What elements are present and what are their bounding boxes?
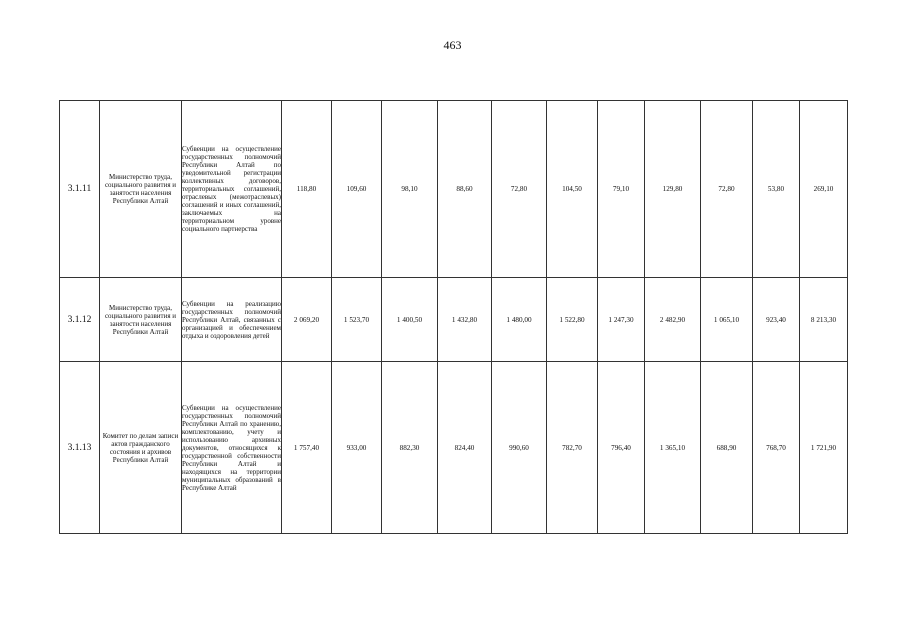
row-code: 3.1.13 [60, 362, 100, 534]
value-cell: 1 757,40 [282, 362, 332, 534]
description-cell: Субвенции на осуществление государственных полномочий Республики Алтай по уведомительной регистрации коллективных договоров, территориальных соглашений, отраслевых (межотраслевых) соглашений и иных соглашений, заключаемых на территориальном уровне социального партнерства [182, 101, 282, 278]
subsidy-table [59, 100, 848, 534]
row-code: 3.1.12 [60, 278, 100, 362]
table-row [60, 362, 848, 534]
value-cell: 104,50 [547, 101, 598, 278]
value-cell: 1 523,70 [332, 278, 382, 362]
value-cell: 824,40 [438, 362, 492, 534]
value-cell: 1 365,10 [645, 362, 701, 534]
table-row [60, 101, 848, 278]
organization-cell: Министерство труда, социального развития и занятости населения Республики Алтай [100, 101, 182, 278]
value-cell: 2 069,20 [282, 278, 332, 362]
value-cell: 118,80 [282, 101, 332, 278]
value-cell: 53,80 [753, 101, 800, 278]
value-cell: 129,80 [645, 101, 701, 278]
page-number: 463 [443, 38, 462, 52]
table-row [60, 278, 848, 362]
value-cell: 72,80 [701, 101, 753, 278]
organization-cell: Министерство труда, социального развития и занятости населения Республики Алтай [100, 278, 182, 362]
value-cell: 1 432,80 [438, 278, 492, 362]
value-cell: 2 482,90 [645, 278, 701, 362]
value-cell: 768,70 [753, 362, 800, 534]
value-cell: 1 522,80 [547, 278, 598, 362]
value-cell: 1 400,50 [382, 278, 438, 362]
value-cell: 882,30 [382, 362, 438, 534]
value-cell: 990,60 [492, 362, 547, 534]
value-cell: 269,10 [800, 101, 848, 278]
organization-cell: Комитет по делам записи актов гражданского состояния и архивов Республики Алтай [100, 362, 182, 534]
description-cell: Субвенции на осуществление государственных полномочий Республики Алтай по хранению, комплектованию, учету и использованию архивных документов, относящихся к государственной собственности Республики Алтай и находящихся на территории муниципальных образований в Республике Алтай [182, 362, 282, 534]
value-cell: 796,40 [598, 362, 645, 534]
value-cell: 933,00 [332, 362, 382, 534]
description-cell: Субвенции на реализацию государственных полномочий Республики Алтай, связанных с организацией и обеспечением отдыха и оздоровления детей [182, 278, 282, 362]
value-cell: 98,10 [382, 101, 438, 278]
value-cell: 1 247,30 [598, 278, 645, 362]
value-cell: 88,60 [438, 101, 492, 278]
value-cell: 72,80 [492, 101, 547, 278]
value-cell: 782,70 [547, 362, 598, 534]
row-code: 3.1.11 [60, 101, 100, 278]
value-cell: 688,90 [701, 362, 753, 534]
value-cell: 109,60 [332, 101, 382, 278]
value-cell: 1 065,10 [701, 278, 753, 362]
value-cell: 79,10 [598, 101, 645, 278]
value-cell: 923,40 [753, 278, 800, 362]
value-cell: 8 213,30 [800, 278, 848, 362]
value-cell: 1 480,00 [492, 278, 547, 362]
value-cell: 1 721,90 [800, 362, 848, 534]
